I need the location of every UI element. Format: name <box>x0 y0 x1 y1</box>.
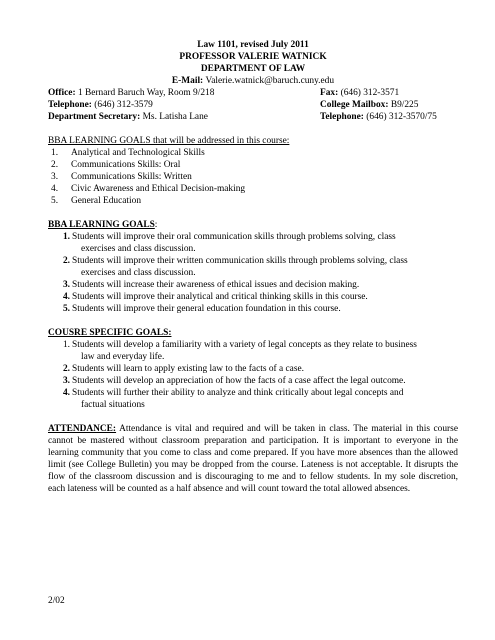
department-name: DEPARTMENT OF LAW <box>200 64 306 74</box>
list-item: 4. Students will improve their analytical and critical thinking skills in this course. <box>62 292 368 302</box>
mailbox-label: College Mailbox: <box>320 100 389 110</box>
list-item: 4. Civic Awareness and Ethical Decision-making <box>51 184 246 194</box>
course-goals-heading: COUSRE SPECIFIC GOALS: <box>48 328 172 338</box>
list-item: 1. Analytical and Technological Skills <box>51 148 205 158</box>
info-row-secretary <box>48 111 458 123</box>
course-goals-list <box>48 339 458 411</box>
bba-goals-list <box>48 231 458 315</box>
telephone-label: Telephone: <box>48 100 92 110</box>
office-label: Office: <box>48 88 76 98</box>
bba-goals-addressed-heading: BBA LEARNING GOALS that will be addressed in this course: <box>48 136 290 146</box>
list-item: 2. Students will improve their written communication skills through problems solving, class exercises and class discussion. <box>62 256 408 278</box>
info-row-office <box>48 87 458 99</box>
list-item: 2. Communications Skills: Oral <box>51 160 181 170</box>
mailbox-value: B9/225 <box>390 100 419 110</box>
professor-name: PROFESSOR VALERIE WATNICK <box>179 52 327 62</box>
info-row-telephone <box>48 99 458 111</box>
syllabus-body <box>48 39 458 495</box>
course-title: Law 1101, revised July 2011 <box>197 40 309 50</box>
list-item: 3. Students will increase their awareness of ethical issues and decision making. <box>62 280 360 290</box>
secretary-value: Ms. Latisha Lane <box>142 112 208 122</box>
bba-goals-heading: BBA LEARNING GOALS <box>48 220 155 230</box>
bba-goals-heading-line: BBA LEARNING GOALS: <box>48 220 158 230</box>
list-item: 1. Students will develop a familiarity with a variety of legal concepts as they relate to business law and everyday life. <box>62 340 417 362</box>
office-value: 1 Bernard Baruch Way, Room 9/218 <box>77 88 215 98</box>
list-item: 5. General Education <box>51 196 142 206</box>
fax-value: (646) 312-3571 <box>340 88 400 98</box>
secretary-telephone-label: Telephone: <box>320 112 364 122</box>
list-item: 1. Students will improve their oral communication skills through problems solving, class exercises and class discussion. <box>62 232 396 254</box>
list-item: 3. Communications Skills: Written <box>51 172 192 182</box>
attendance-heading: ATTENDANCE: <box>48 424 117 434</box>
page-footer: 2/02 <box>48 596 65 606</box>
telephone-value: (646) 312-3579 <box>94 100 153 110</box>
email-link[interactable]: Valerie.watnick@baruch.cuny.edu <box>205 76 335 86</box>
attendance-text: Attendance is vital and required and will be taken in class. The material in this course cannot be mastered without classroom preparation and participation. It is important to everyone in the learning community that you come to class and come prepared. If you have more absences than the allowed limit (see College Bulletin) you may be dropped from the course. Lateness is not acceptable. It disrupts the flow of the classroom discussion and is discouraging to me and to fellow students. In my sole discretion, each lateness will be counted as a half absence and will count toward the total allowed absences. <box>48 424 458 494</box>
fax-label: Fax: <box>320 88 339 98</box>
email-label: E-Mail: <box>171 76 204 86</box>
list-item: 3. Students will develop an appreciation of how the facts of a case affect the legal outcome. <box>62 376 406 386</box>
secretary-telephone-value: (646) 312-3570/75 <box>366 112 437 122</box>
email-line <box>48 75 458 87</box>
list-item: 5. Students will improve their general education foundation in this course. <box>62 304 341 314</box>
attendance-paragraph <box>48 423 458 495</box>
bba-goals-addressed-list <box>48 147 458 207</box>
list-item: 4. Students will further their ability to analyze and think critically about legal concepts and factual situations <box>62 388 404 410</box>
list-item: 2. Students will learn to apply existing law to the facts of a case. <box>62 364 304 374</box>
secretary-label: Department Secretary: <box>48 112 141 122</box>
